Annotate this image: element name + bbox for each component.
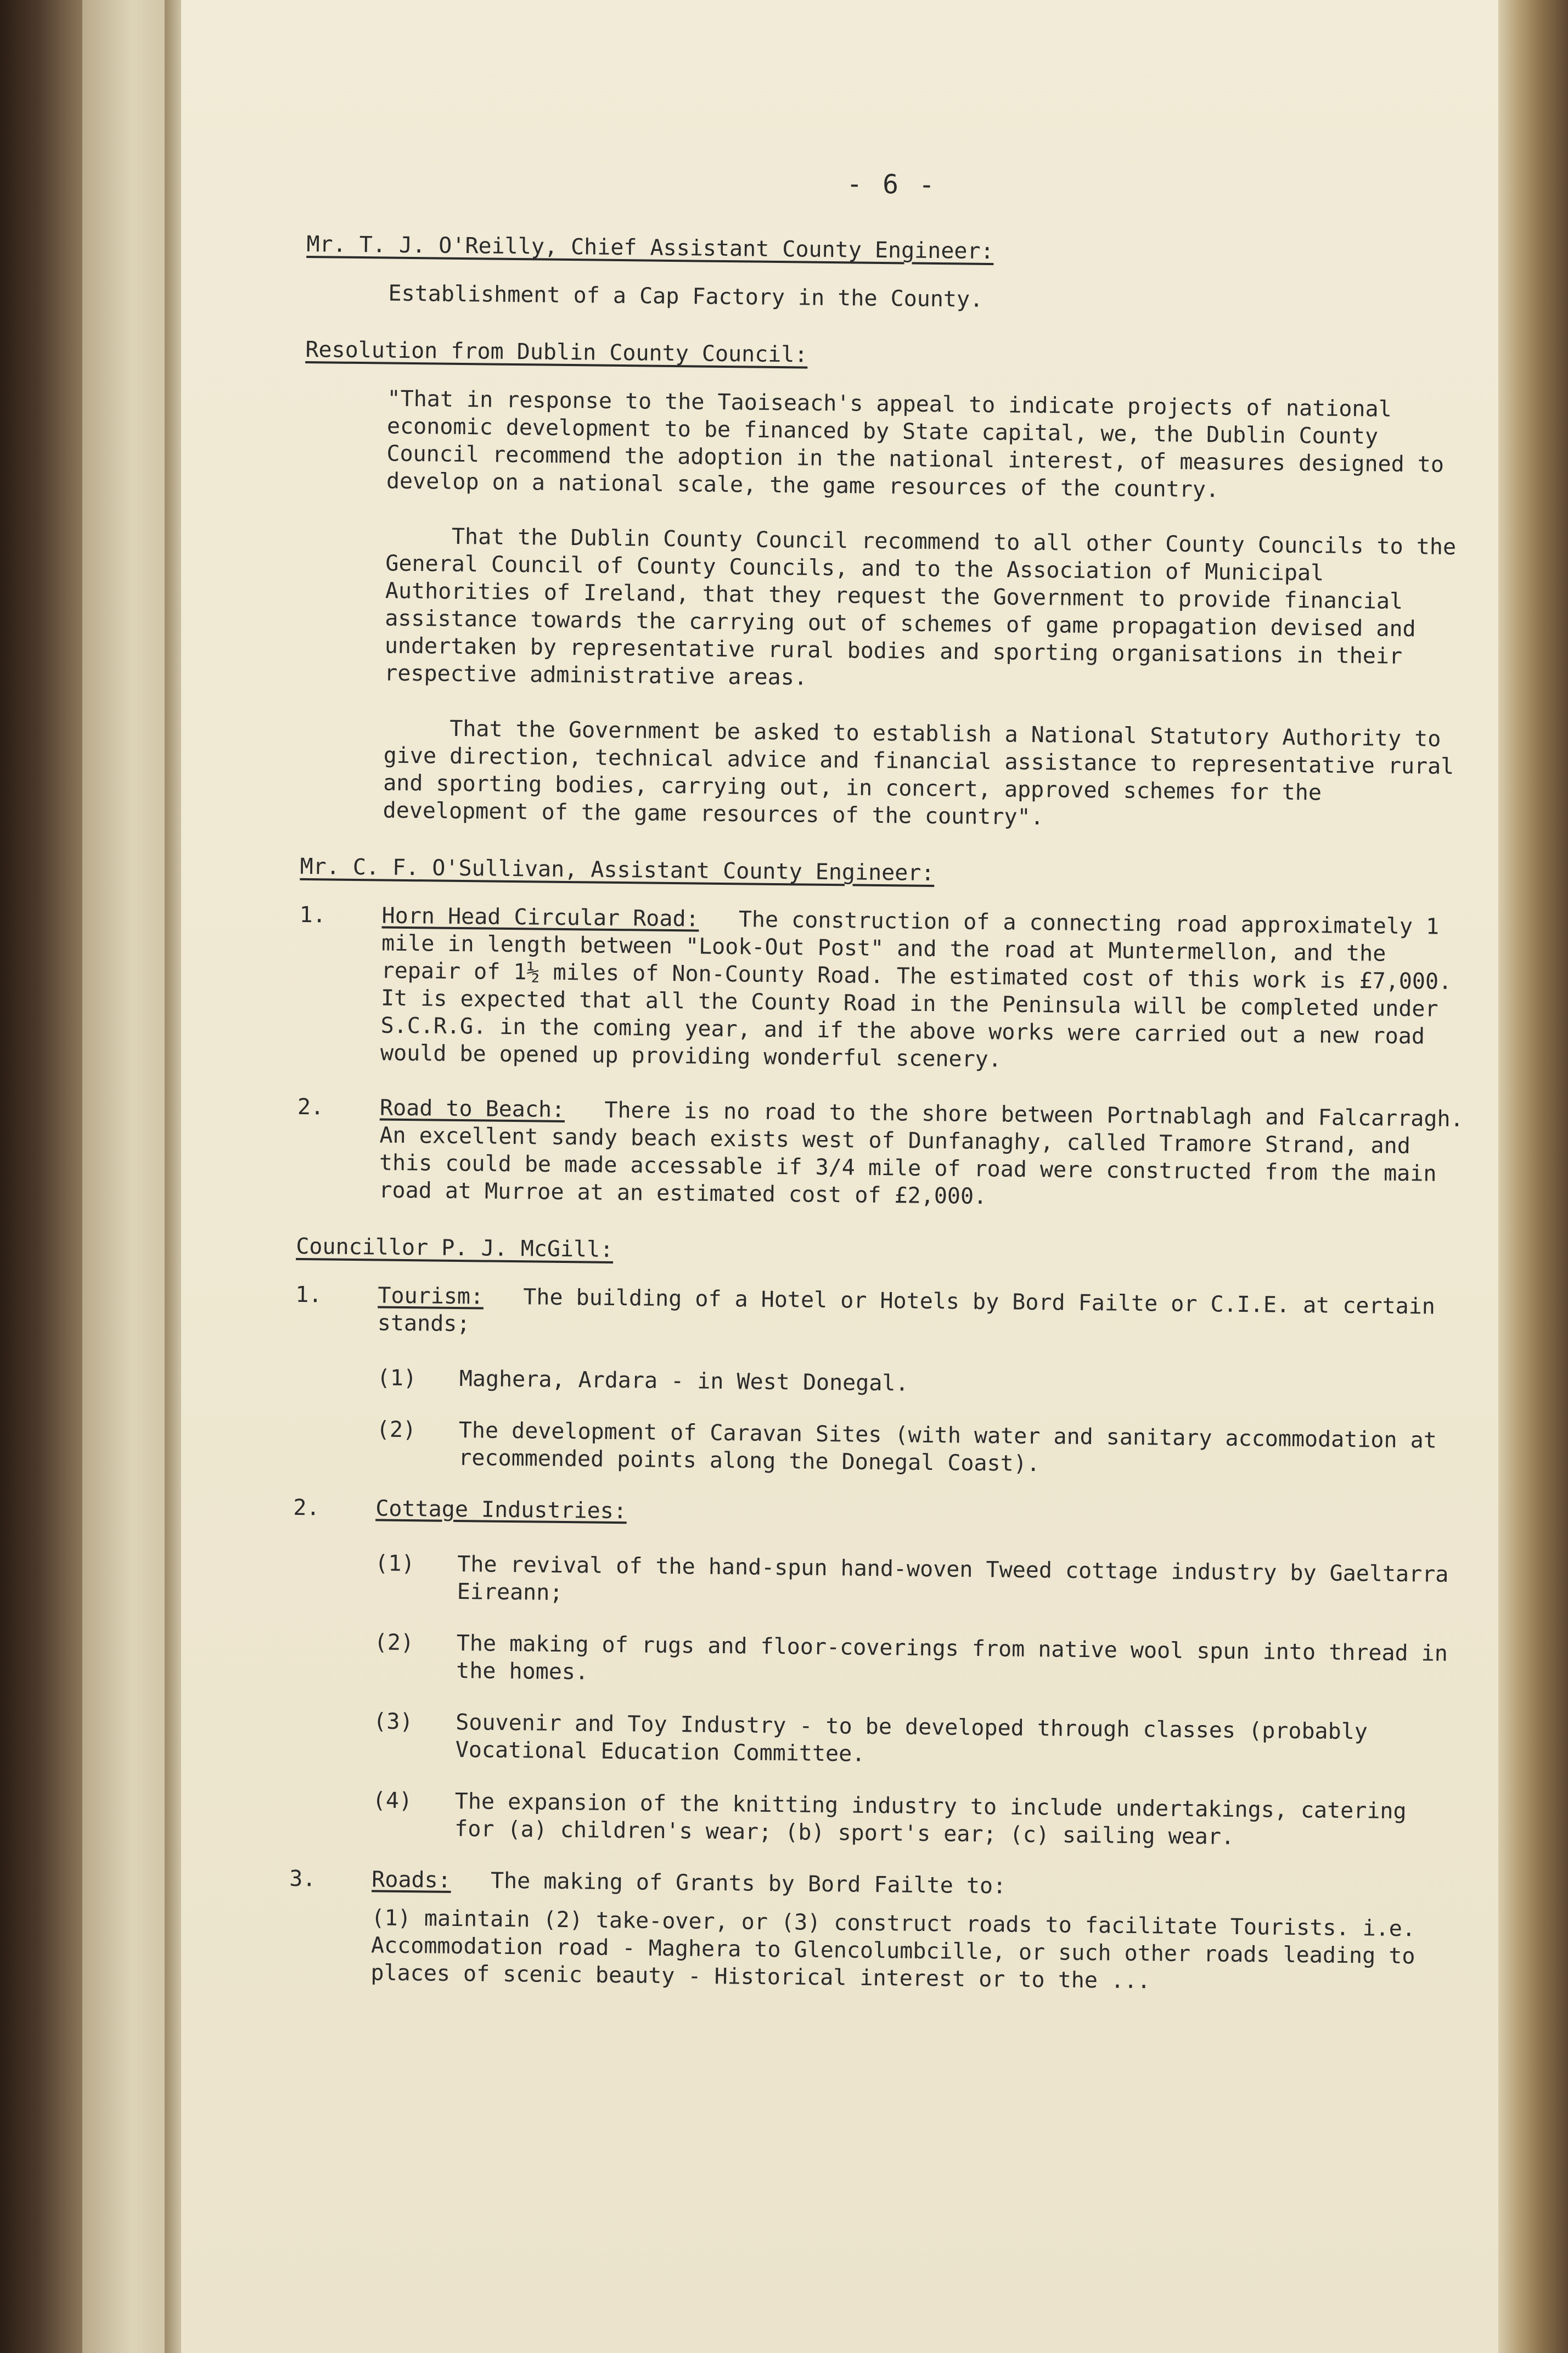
section-oreilly — [306, 231, 1475, 318]
list-item-tourism — [295, 1281, 1465, 1348]
resolution-quote — [300, 384, 1474, 835]
sub-item — [291, 1628, 1461, 1695]
item-text: The building of a Hotel or Hotels by Bord Failte or C.I.E. at certain stands; — [377, 1284, 1436, 1337]
left-page-edge — [82, 0, 173, 2353]
sub-item-text: The development of Caravan Sites (with water and sanitary accommodation at recommended points along the Donegal Coast). — [458, 1418, 1437, 1477]
list-item-roads — [288, 1865, 1458, 1998]
item-body — [375, 1495, 1462, 1534]
item-body — [380, 902, 1469, 1078]
item-body — [378, 1282, 1465, 1348]
item-number: 1. — [299, 902, 327, 928]
list-item — [298, 901, 1469, 1078]
resolution-paragraph: That the Government be asked to establish a National Statutory Authority to give direction, technical advice and financial assistance to representative rural and sporting bodies, carrying out, in concert, approved schemes for the development of the game resources of the country". — [383, 716, 1454, 830]
item-number: 3. — [289, 1866, 316, 1892]
section-heading: Mr. C. F. O'Sullivan, Assistant County Engineer: — [300, 853, 935, 886]
section-mcgill — [288, 1233, 1465, 1998]
sub-item-number: (2) — [374, 1630, 414, 1656]
sub-item-text: The making of rugs and floor-coverings from native wool spun into thread in the homes. — [456, 1630, 1448, 1685]
section-heading: Mr. T. J. O'Reilly, Chief Assistant County Engineer: — [306, 231, 994, 265]
section-text: Establishment of a Cap Factory in the County. — [388, 280, 983, 312]
sub-item-number: (4) — [372, 1788, 413, 1814]
section-heading: Councillor P. J. McGill: — [296, 1233, 614, 1262]
sub-item — [290, 1786, 1459, 1853]
sub-item-text: The expansion of the knitting industry to include undertakings, catering for (a) children's wear; (b) sport's ear; (c) sailing wear. — [454, 1788, 1407, 1850]
right-page-edges — [1498, 0, 1568, 2353]
list-item — [296, 1093, 1466, 1215]
section-osullivan — [296, 853, 1469, 1215]
sub-item-text: Souvenir and Toy Industry - to be developed through classes (probably Vocational Education Committee. — [455, 1709, 1368, 1767]
sub-item — [291, 1707, 1460, 1774]
item-number: 1. — [295, 1282, 322, 1308]
item-title: Horn Head Circular Road: — [381, 903, 699, 932]
section-dublin-resolution — [300, 336, 1474, 835]
sub-item — [295, 1363, 1464, 1403]
item-number: 2. — [293, 1495, 320, 1521]
item-body — [379, 1094, 1466, 1215]
item-text-continued: (1) maintain (2) take-over, or (3) construct roads to facilitate Tourists. i.e. Accommodation road - Maghera to Glencolumbcille, or such other roads leading to places of scenic beauty - Historical interest or to the ... — [370, 1905, 1416, 1994]
sub-item-number: (3) — [373, 1709, 413, 1735]
sub-item-text: Maghera, Ardara - in West Donegal. — [459, 1366, 909, 1396]
sub-item-text: The revival of the hand-spun hand-woven Tweed cottage industry by Gaeltarra Eireann; — [457, 1552, 1449, 1606]
item-number: 2. — [297, 1094, 324, 1120]
item-body — [370, 1866, 1458, 1998]
sub-item-number: (1) — [376, 1365, 417, 1391]
page-content — [285, 165, 1476, 2317]
sub-item-number: (2) — [376, 1417, 417, 1443]
sub-item-number: (1) — [375, 1551, 415, 1577]
section-heading: Resolution from Dublin County Council: — [305, 336, 808, 368]
book-binding — [0, 0, 82, 2353]
item-title: Tourism: — [378, 1283, 484, 1310]
sub-item — [294, 1415, 1463, 1482]
item-title: Cottage Industries: — [375, 1496, 627, 1524]
item-text: The construction of a connecting road approximately 1 mile in length between "Look-Out Post" and the road at Muntermellon, and the repair of 1½ miles of Non-County Road. The estimated cost of this work is £7,000. It is expected that all the County Road in the Peninsula will be completed under S.C.R.G. in the coming year, and if the above works were carried out a new road would be opened up providing wonderful scenery. — [380, 907, 1452, 1072]
page-number: - 6 - — [846, 169, 937, 201]
list-item-cottage-industries — [293, 1494, 1462, 1534]
item-text: There is no road to the shore between Portnablagh and Falcarragh. An excellent sandy beach exists west of Dunfanaghy, called Tramore Strand, and this could be made accessable if 3/4 mile of road were constructed from the main road at Murroe at an estimated cost of £2,000. — [379, 1097, 1464, 1210]
item-title: Road to Beach: — [379, 1095, 565, 1123]
item-text: The making of Grants by Bord Failte to: — [490, 1868, 1007, 1899]
resolution-paragraph: "That in response to the Taoiseach's appeal to indicate projects of national economic development to be financed by State capital, we, the Dublin County Council recommend the adoption in the national interest, of measures designed to develop on a national scale, the game resources of the country. — [386, 386, 1445, 503]
sub-item — [293, 1549, 1462, 1616]
item-title: Roads: — [372, 1867, 452, 1893]
resolution-paragraph: That the Dublin County Council recommend to all other County Councils to the General Council of County Councils, and to the Association of Municipal Authorities of Ireland, that they request the Government to provide financial assistance towards the carrying out of schemes of game propagation devised and undertaken by representative rural bodies and sporting organisations in their respective administrative areas. — [384, 524, 1457, 690]
